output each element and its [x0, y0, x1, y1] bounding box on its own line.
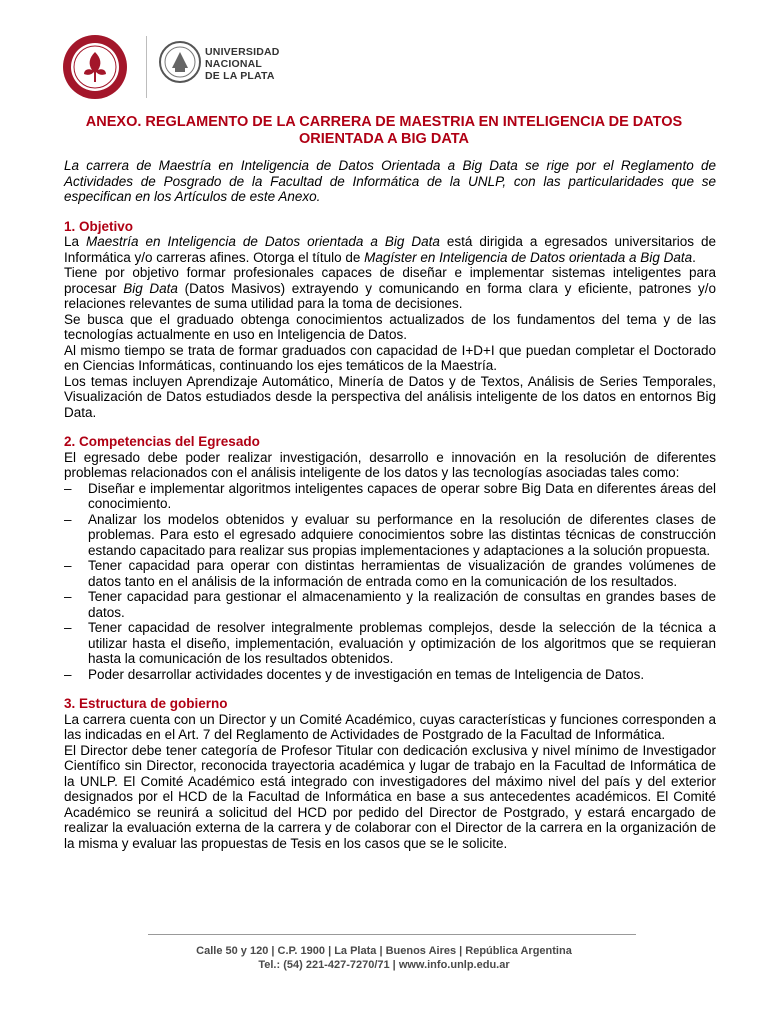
list-item: – Poder desarrollar actividades docentes y de investigación en temas de Inteligencia de Datos. [64, 667, 716, 683]
objetivo-paragraph-2: Tiene por objetivo formar profesionales capaces de diseñar e implementar sistemas inteligentes para procesar Big Data (Datos Masivos) extrayendo y comunicando en forma clara y eficiente, patrones y/o relaciones relevantes de suma utilidad para la toma de decisiones. [64, 265, 716, 311]
section-heading-estructura: 3. Estructura de gobierno [64, 696, 228, 711]
document-body [64, 158, 716, 851]
footer [0, 944, 768, 972]
footer-contact: Tel.: (54) 221-427-7270/71 | www.info.unlp.edu.ar [258, 959, 510, 971]
objetivo-paragraph-1: La Maestría en Inteligencia de Datos orientada a Big Data está dirigida a egresados universitarios de Informática y/o carreras afines. Otorga el título de Magíster en Inteligencia de Datos orientada a Big Data. [64, 234, 716, 265]
section-heading-competencias: 2. Competencias del Egresado [64, 434, 260, 449]
competencias-intro: El egresado debe poder realizar investigación, desarrollo e innovación en la resolución de diferentes problemas relacionados con el análisis inteligente de los datos y las tecnologías asociadas tales como: [64, 449, 716, 480]
list-item: – Diseñar e implementar algoritmos inteligentes capaces de operar sobre Big Data en diferentes áreas del conocimiento. [64, 481, 716, 512]
intro-paragraph: La carrera de Maestría en Inteligencia de Datos Orientada a Big Data se rige por el Reglamento de Actividades de Posgrado de la Facultad de Informática de la UNLP, con las particularidades que se especifican en los Artículos de este Anexo. [64, 158, 716, 204]
objetivo-paragraph-4: Al mismo tiempo se trata de formar graduados con capacidad de I+D+I que puedan completar el Doctorado en Ciencias Informáticas, continuando los ejes temáticos de la Maestría. [64, 342, 716, 373]
letterhead [60, 30, 720, 102]
university-name: UNIVERSIDAD NACIONAL DE LA PLATA [205, 46, 280, 82]
header-divider [146, 36, 147, 98]
list-item: – Tener capacidad para gestionar el almacenamiento y la realización de consultas en grandes bases de datos. [64, 589, 716, 620]
document-title: ANEXO. REGLAMENTO DE LA CARRERA DE MAESTRIA EN INTELIGENCIA DE DATOS ORIENTADA A BIG DATA [85, 114, 683, 147]
competencias-list [64, 481, 716, 683]
objetivo-paragraph-3: Se busca que el graduado obtenga conocimientos actualizados de los fundamentos del tema y de las tecnologías actualmente en uso en Inteligencia de Datos. [64, 311, 716, 342]
list-item: – Tener capacidad de resolver integralmente problemas complejos, desde la selección de la técnica a utilizar hasta el diseño, implementación, evaluación y optimización de los algoritmos que se requieran hasta la comunicación de los resultados obtenidos. [64, 620, 716, 667]
footer-address: Calle 50 y 120 | C.P. 1900 | La Plata | Buenos Aires | República Argentina [196, 945, 572, 957]
section-heading-objetivo: 1. Objetivo [64, 218, 134, 234]
objetivo-paragraph-5: Los temas incluyen Aprendizaje Automático, Minería de Datos y de Textos, Análisis de Series Temporales, Visualización de Datos estudiados desde la perspectiva del análisis inteligente de los datos en entornos Big Data. [64, 373, 716, 420]
estructura-paragraph-1: La carrera cuenta con un Director y un Comité Académico, cuyas características y funciones corresponden a las indicadas en el Art. 7 del Reglamento de Actividades de Postgrado de la Facultad de Informática. [64, 711, 716, 742]
estructura-paragraph-2: El Director debe tener categoría de Profesor Titular con dedicación exclusiva y nivel mínimo de Investigador Científico sin Director, reconocida trayectoria académica y lugar de trabajo en la Facultad de Informática de la UNLP. El Comité Académico está integrado con investigadores del máximo nivel del país y del exterior designados por el HCD de la Facultad de Informática en base a sus antecedentes académicos. El Comité Académico se reunirá a solicitud del HCD por pedido del Director de Postgrado, y estará encargado de realizar la evaluación externa de la carrera y de colaborar con el Director de la carrera en la organización de la misma y evaluar las propuestas de Tesis en los casos que se le solicite. [64, 742, 716, 851]
faculty-seal-logo [62, 34, 128, 100]
footer-divider [148, 934, 636, 935]
list-item: – Tener capacidad para operar con distintas herramientas de visualización de grandes volúmenes de datos tanto en el análisis de la información de entrada como en la comunicación de los resultados. [64, 558, 716, 589]
university-seal-logo [158, 40, 202, 84]
list-item: – Analizar los modelos obtenidos y evaluar su performance en la resolución de diferentes clases de problemas. Para esto el egresado adquiere conocimientos sobre las distintas técnicas de construcción estando capacitado para realizar sus propias implementaciones y adaptaciones a la solución propuesta. [64, 512, 716, 559]
